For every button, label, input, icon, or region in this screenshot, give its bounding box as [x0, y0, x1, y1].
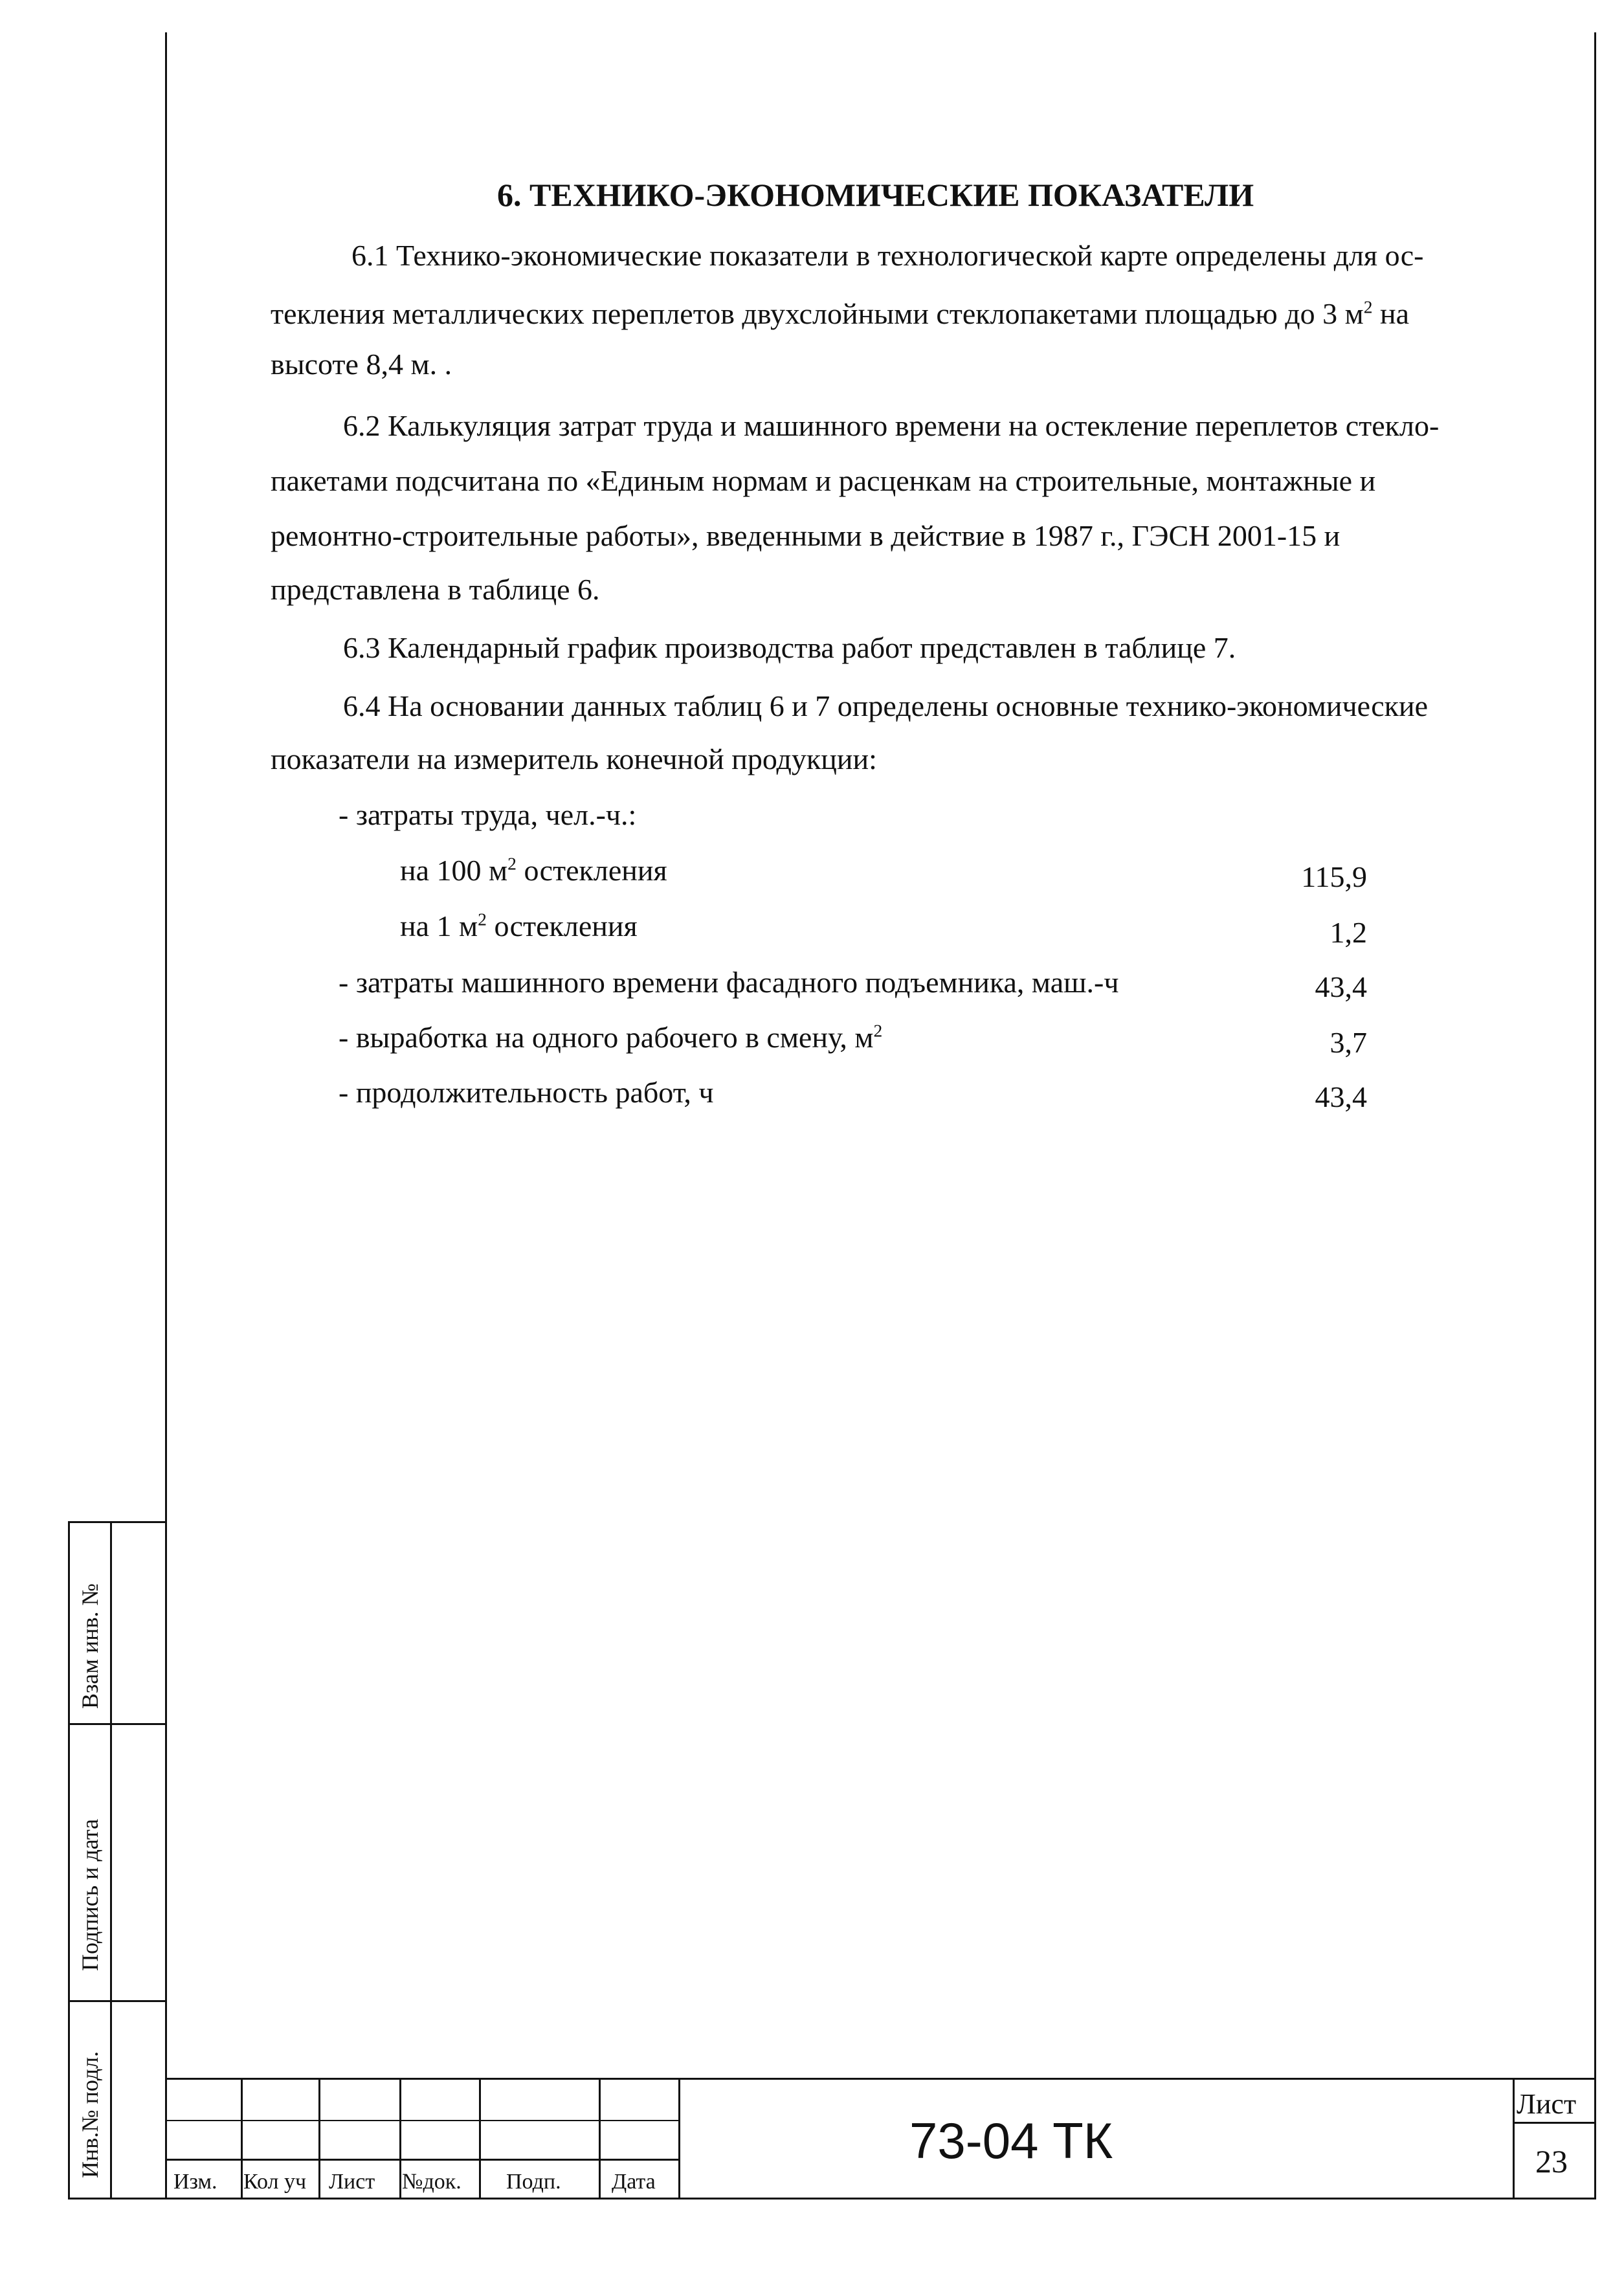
- paragraph-6-1-line1: 6.1 Технико-экономические показатели в технологической карте определены для ос-: [351, 239, 1424, 272]
- title-block-sheet-col: [1513, 2078, 1515, 2199]
- title-block-header-list: Лист: [329, 2170, 375, 2194]
- title-block-col: [599, 2078, 601, 2199]
- frame-bottom-border: [68, 2198, 1596, 2199]
- paragraph-6-2-line1: 6.2 Калькуляция затрат труда и машинного времени на остекление переплетов стекло-: [343, 409, 1440, 442]
- title-block-col: [479, 2078, 481, 2199]
- indicator-label: - продолжительность работ, ч: [339, 1076, 714, 1109]
- sheet-number: 23: [1535, 2143, 1568, 2179]
- title-block-sheet-row: [1513, 2122, 1596, 2124]
- side-stamp-left: [68, 1521, 70, 2199]
- indicator-value: 1,2: [1329, 916, 1367, 949]
- title-block-header-ndok: №док.: [402, 2170, 462, 2194]
- title-block-col: [678, 2078, 680, 2199]
- section-heading: 6. ТЕХНИКО-ЭКОНОМИЧЕСКИЕ ПОКАЗАТЕЛИ: [497, 177, 1254, 213]
- indicator-label: на 1 $м^2$ остекления: [400, 909, 638, 942]
- title-block-header-kolvo: Кол уч: [243, 2170, 307, 2194]
- paragraph-6-1-line2: текления металлических переплетов двухслойными стеклопакетами площадью до 3 $м^2$ на: [271, 296, 1410, 330]
- side-stamp-podpis-label: Подпись и дата: [77, 1819, 103, 1971]
- side-stamp-inv-label: Инв.№ подл.: [77, 2051, 103, 2178]
- paragraph-6-2-line2: пакетами подсчитана по «Единым нормам и расценкам на строительные, монтажные и: [271, 464, 1376, 497]
- labor-costs-title: - затраты труда, чел.-ч.:: [339, 798, 637, 831]
- paragraph-6-4-line2: показатели на измеритель конечной продукции:: [271, 742, 877, 775]
- sheet-label: Лист: [1517, 2088, 1577, 2120]
- indicator-label: на 100 $м^2$ остекления: [400, 853, 667, 887]
- document-code: 73-04 ТК: [909, 2112, 1113, 2169]
- frame-right-border: [1594, 32, 1596, 2198]
- indicator-label: - затраты машинного времени фасадного подъемника, маш.-ч: [339, 966, 1119, 999]
- paragraph-6-3: 6.3 Календарный график производства работ представлен в таблице 7.: [343, 631, 1236, 664]
- indicator-value: 43,4: [1315, 1080, 1367, 1113]
- side-stamp-top: [68, 1521, 166, 1523]
- side-stamp-row-divider: [68, 2000, 166, 2002]
- indicator-value: 115,9: [1301, 860, 1367, 893]
- paragraph-6-1-line3: высоте 8,4 м. .: [271, 348, 452, 381]
- title-block-header-izm: Изм.: [173, 2170, 217, 2194]
- side-stamp-vzam-label: Взам инв. №: [77, 1583, 103, 1709]
- indicator-value: 43,4: [1315, 970, 1367, 1003]
- side-stamp-divider: [110, 1521, 112, 2199]
- paragraph-6-4-line1: 6.4 На основании данных таблиц 6 и 7 определены основные технико-экономические: [343, 689, 1428, 722]
- paragraph-6-2-line3: ремонтно-строительные работы», введенными в действие в 1987 г., ГЭСН 2001-15 и: [271, 519, 1340, 552]
- title-block-col: [318, 2078, 320, 2199]
- paragraph-6-2-line4: представлена в таблице 6.: [271, 573, 600, 606]
- title-block-header-podp: Подп.: [506, 2170, 561, 2194]
- frame-left-border: [165, 32, 167, 2198]
- indicator-value: 3,7: [1329, 1026, 1367, 1059]
- title-block-header-data: Дата: [612, 2170, 656, 2194]
- side-stamp-row-divider: [68, 1723, 166, 1725]
- title-block-top: [165, 2078, 1596, 2080]
- indicator-label: - выработка на одного рабочего в смену, $м^2$: [339, 1020, 883, 1054]
- title-block-col: [399, 2078, 401, 2199]
- title-block-col: [241, 2078, 243, 2199]
